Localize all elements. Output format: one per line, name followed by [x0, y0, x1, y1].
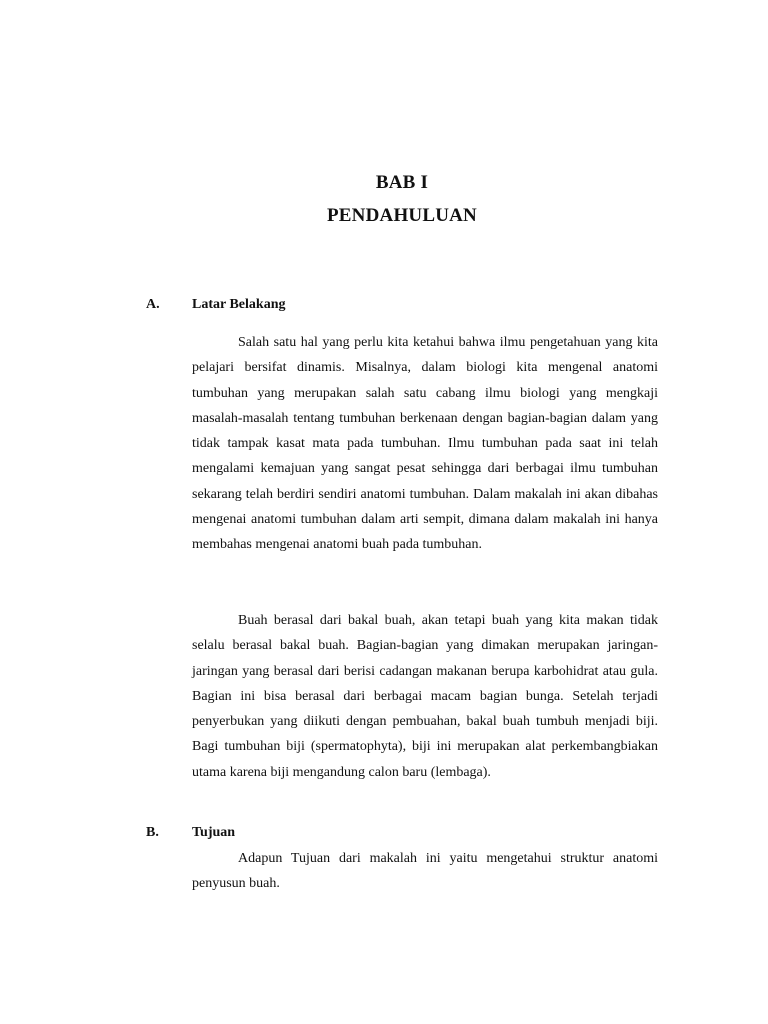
chapter-title: PENDAHULUAN [327, 205, 477, 226]
section-b-heading: Tujuan [192, 825, 236, 840]
section-b-letter: B. [146, 825, 159, 840]
chapter-number: BAB I [375, 172, 429, 193]
section-a-paragraph-1: Salah satu hal yang perlu kita ketahui bahwa ilmu pengetahuan yang kita pelajari bersifat dinamis. Misalnya, dalam biologi kita mengenal anatomi tumbuhan yang merupakan salah satu cabang ilmu biologi yang mengkaji masalah-masalah tentang tumbuhan berkenaan dengan bagian-bagian dalam yang tidak tampak kasat mata pada tumbuhan. Ilmu tumbuhan pada saat ini telah mengalami kemajuan yang sangat pesat sehingga dari berbagai ilmu tumbuhan sekarang telah berdiri sendiri anatomi tumbuhan. Dalam makalah ini akan dibahas mengenai anatomi tumbuhan dalam arti sempit, dimana dalam makalah ini hanya membahas mengenai anatomi buah pada tumbuhan. [192, 335, 658, 553]
section-b-paragraph-1: Adapun Tujuan dari makalah ini yaitu mengetahui struktur anatomi penyusun buah. [192, 851, 658, 892]
section-a-letter: A. [146, 297, 160, 312]
section-a-paragraph-2: Buah berasal dari bakal buah, akan tetapi buah yang kita makan tidak selalu berasal bakal buah. Bagian-bagian yang dimakan merupakan jaringan-jaringan yang berasal dari berisi cadangan makanan berupa karbohidrat atau gula. Bagian ini bisa berasal dari berbagai macam bagian bunga. Setelah terjadi penyerbukan yang diikuti dengan pembuahan, bakal buah tumbuh menjadi biji. Bagi tumbuhan biji (spermatophyta), biji ini merupakan alat perkembangbiakan utama karena biji mengandung calon baru (lembaga). [192, 613, 658, 780]
section-a-heading: Latar Belakang [192, 297, 286, 312]
